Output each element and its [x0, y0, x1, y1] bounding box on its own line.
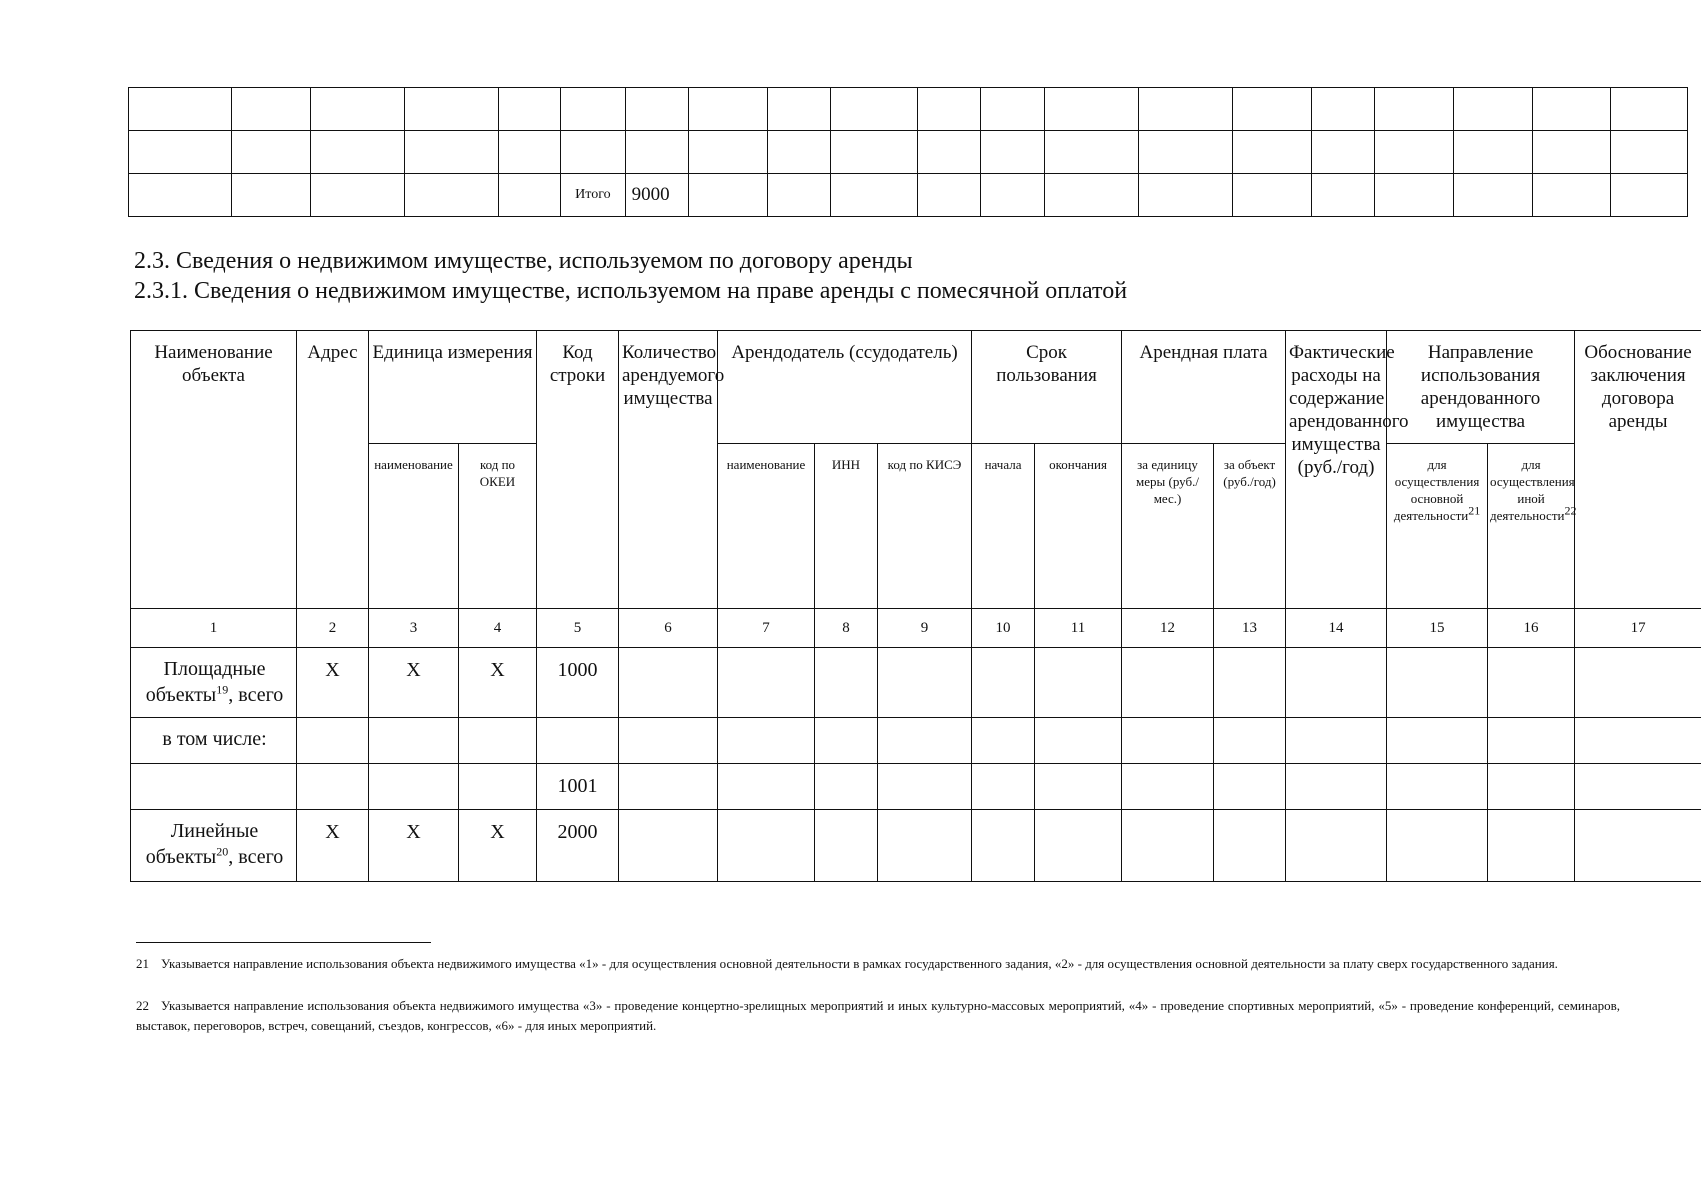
col-number: 4	[459, 609, 537, 648]
col-number: 11	[1035, 609, 1122, 648]
col-header-actual-costs: Фактические расходы на содержание арендованного имущества (руб./год)	[1286, 331, 1387, 609]
footnote-text: Указывается направление использования объекта недвижимого имущества «3» - проведение концертно-зрелищных мероприятий и иных культурно-массовых мероприятий, «4» - проведение спортивных мероприятий, «5» - проведение конференций, семинаров, выставок, переговоров, встреч, совещаний, съездов, конгрессов, «6» - для иных мероприятий.	[136, 998, 1620, 1033]
section-heading: 2.3. Сведения о недвижимом имуществе, используемом по договору аренды	[134, 248, 913, 274]
table-row-including	[131, 718, 1701, 764]
col-number: 8	[815, 609, 878, 648]
table-row	[129, 88, 1688, 131]
col-header-term: Срок пользования	[972, 331, 1122, 444]
line-code-cell: 1000	[537, 648, 619, 718]
footnote-22	[136, 996, 1620, 1036]
col-number: 10	[972, 609, 1035, 648]
col-header-rent: Арендная плата	[1122, 331, 1286, 444]
col-header-lessor: Арендодатель (ссудодатель)	[718, 331, 972, 444]
footnote-mark: 22	[136, 998, 149, 1013]
col-header-okei: код по ОКЕИ	[459, 444, 537, 609]
line-code-cell: 2000	[537, 810, 619, 882]
col-number: 12	[1122, 609, 1214, 648]
footnote-divider	[136, 942, 431, 943]
col-number: 15	[1387, 609, 1488, 648]
col-header-usage: Направление использования арендованного имущества	[1387, 331, 1575, 444]
col-header-basis: Обоснование заключения договора аренды	[1575, 331, 1701, 609]
col-header-usage-main: для осуществления основной деятельности$^{21}$	[1387, 444, 1488, 609]
col-header-name: Наименование объекта	[131, 331, 297, 609]
table-row-areal	[131, 648, 1701, 718]
col-number: 6	[619, 609, 718, 648]
col-header-usage-other: для осуществления иной деятельности$^{22}$	[1488, 444, 1575, 609]
col-header-quantity: Количество арендуемого имущества	[619, 331, 718, 609]
row-label-including: в том числе:	[131, 718, 297, 764]
total-label: Итого	[561, 174, 626, 217]
total-code: 9000	[625, 174, 688, 217]
table-row-linear	[131, 810, 1701, 882]
col-number: 7	[718, 609, 815, 648]
col-header-line-code: Код строки	[537, 331, 619, 609]
col-header-inn: ИНН	[815, 444, 878, 609]
lease-property-table	[130, 330, 1701, 882]
col-header-address: Адрес	[297, 331, 369, 609]
col-header-rent-object: за объект (руб./год)	[1214, 444, 1286, 609]
row-label-linear: Линейные объекты$^{20}$, всего	[131, 810, 297, 882]
col-number: 17	[1575, 609, 1701, 648]
col-header-unit-name: наименование	[369, 444, 459, 609]
previous-table-fragment	[128, 87, 1688, 217]
col-header-term-end: окончания	[1035, 444, 1122, 609]
col-header-unit: Единица измерения	[369, 331, 537, 444]
footnote-21	[136, 954, 1620, 974]
unit-name-cell: X	[369, 648, 459, 718]
table-row-sub	[131, 764, 1701, 810]
col-number: 14	[1286, 609, 1387, 648]
footnote-mark: 21	[136, 956, 149, 971]
row-label-areal: Площадные объекты$^{19}$, всего	[131, 648, 297, 718]
header-row	[131, 331, 1701, 444]
column-number-row	[131, 609, 1701, 648]
okei-cell: X	[459, 648, 537, 718]
address-cell: X	[297, 810, 369, 882]
total-row	[129, 174, 1688, 217]
address-cell: X	[297, 648, 369, 718]
footnote-text: Указывается направление использования объекта недвижимого имущества «1» - для осуществления основной деятельности в рамках государственного задания, «2» - для осуществления основной деятельности за плату сверх государственного задания.	[161, 956, 1558, 971]
col-header-rent-unit: за единицу меры (руб./мес.)	[1122, 444, 1214, 609]
col-number: 1	[131, 609, 297, 648]
col-number: 3	[369, 609, 459, 648]
col-number: 9	[878, 609, 972, 648]
col-header-lessor-code: код по КИСЭ	[878, 444, 972, 609]
subsection-heading: 2.3.1. Сведения о недвижимом имуществе, используемом на праве аренды с помесячной оплатой	[134, 278, 1128, 304]
col-number: 5	[537, 609, 619, 648]
line-code-cell: 1001	[537, 764, 619, 810]
col-header-lessor-name: наименование	[718, 444, 815, 609]
unit-name-cell: X	[369, 810, 459, 882]
table-row	[129, 131, 1688, 174]
col-number: 2	[297, 609, 369, 648]
col-number: 13	[1214, 609, 1286, 648]
col-number: 16	[1488, 609, 1575, 648]
okei-cell: X	[459, 810, 537, 882]
col-header-term-start: начала	[972, 444, 1035, 609]
